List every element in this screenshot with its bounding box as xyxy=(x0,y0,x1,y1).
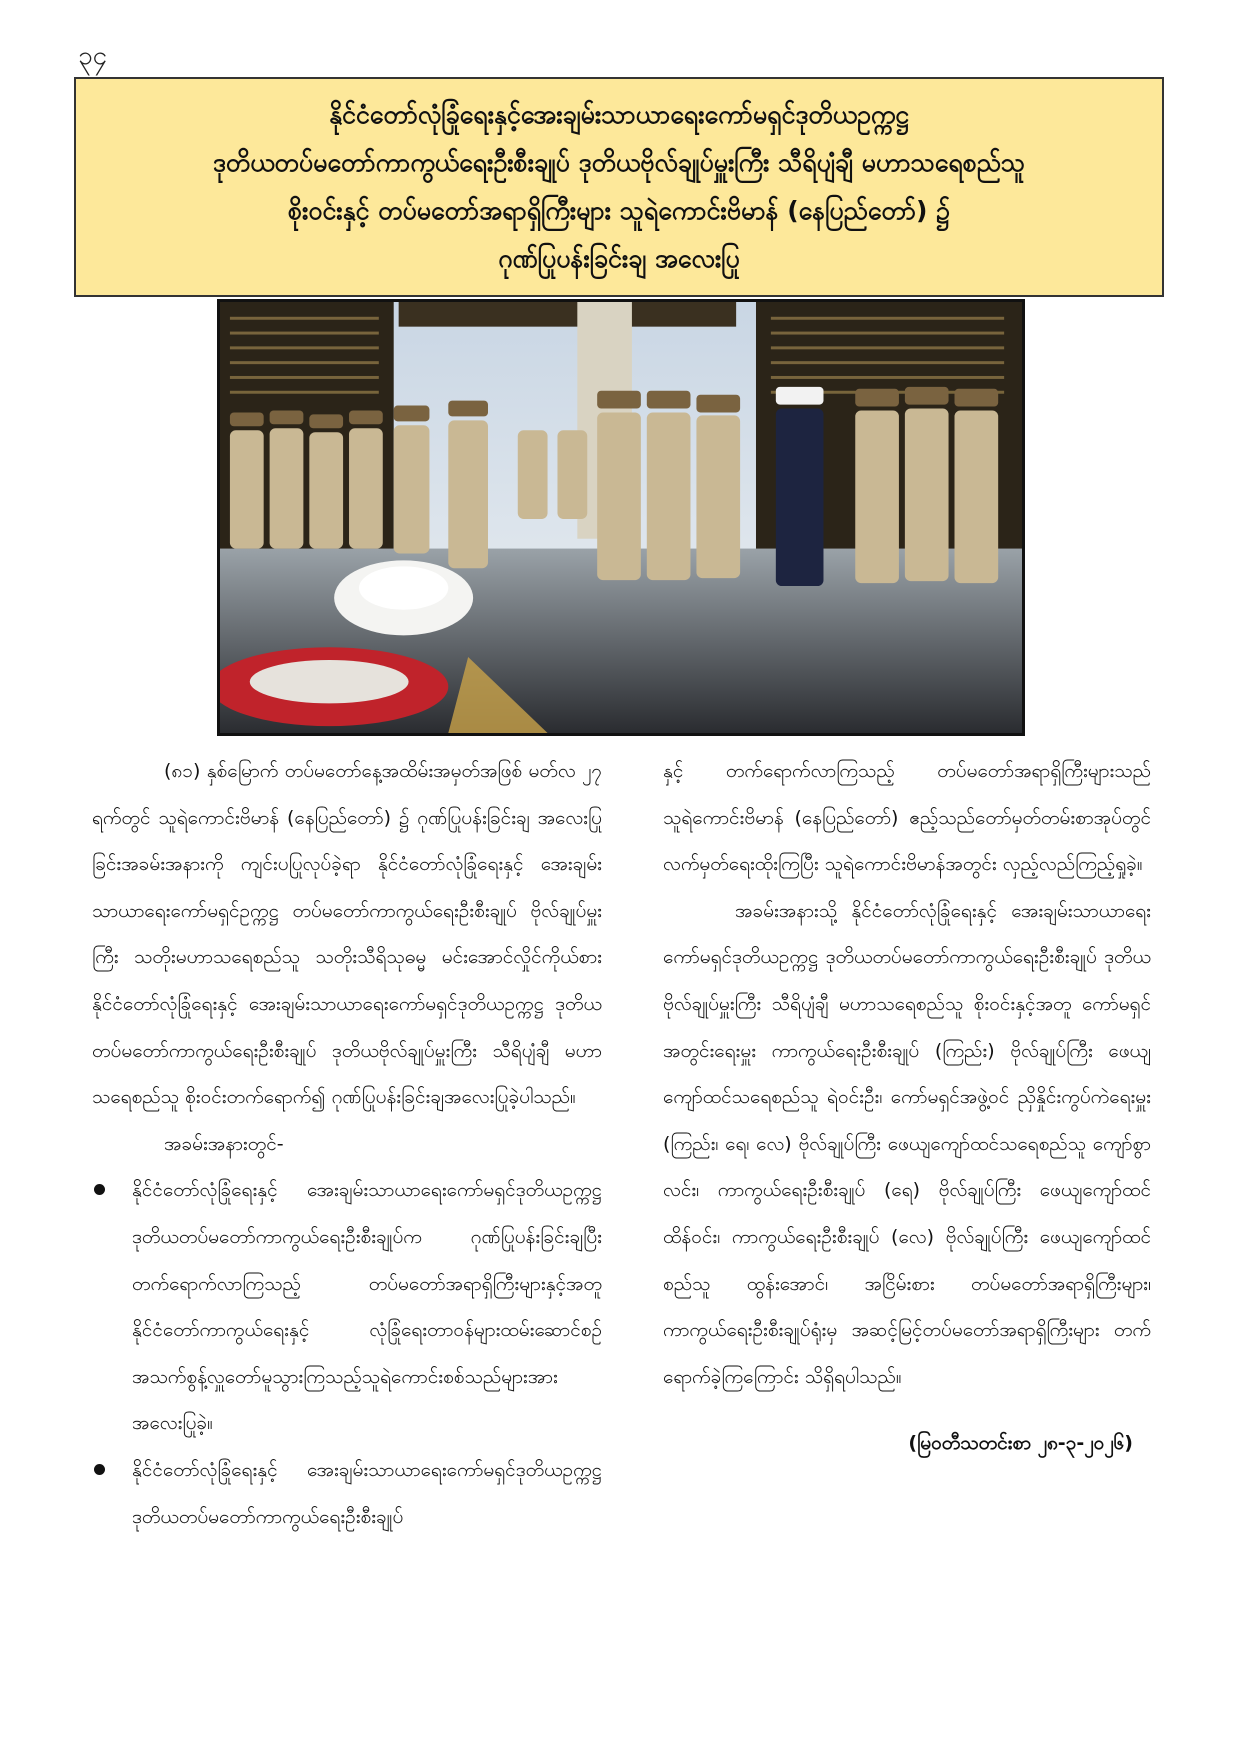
right-paragraph-2: အခမ်းအနားသို့ နိုင်ငံတော်လုံခြုံရေးနှင့် အေးချမ်းသာယာရေးကော်မရှင်ဒုတိယဥက္ကဋ္ဌ ဒုတိယတပ်မတော်ကာကွယ်ရေးဦးစီးချုပ် ဒုတိယဗိုလ်ချုပ်မှူးကြီး သီရိပျံချီ မဟာသရေစည်သူ စိုးဝင်းနှင့်အတူ ကော်မရှင်အတွင်းရေးမှူး ကာကွယ်ရေးဦးစီးချုပ် (ကြည်း) ဗိုလ်ချုပ်ကြီး ဖေယျကျော်ထင်သရေစည်သူ ရဲဝင်းဦး၊ ကော်မရှင်အဖွဲ့ဝင် ညှိနှိုင်းကွပ်ကဲရေးမှူး (ကြည်း၊ ရေ၊ လေ) ဗိုလ်ချုပ်ကြီး ဖေယျကျော်ထင်သရေစည်သူ ကျော်စွာလင်း၊ ကာကွယ်ရေးဦးစီးချုပ် (ရေ) ဗိုလ်ချုပ်ကြီး ဖေယျကျော်ထင် ထိန်ဝင်း၊ ကာကွယ်ရေးဦးစီးချုပ် (လေ) ဗိုလ်ချုပ်ကြီး ဖေယျကျော်ထင်စည်သူ ထွန်းအောင်၊ အငြိမ်းစား တပ်မတော်အရာရှိကြီးများ၊ ကာကွယ်ရေးဦးစီးချုပ်ရုံးမှ အဆင့်မြင့်တပ်မတော်အရာရှိကြီးများ တက်ရောက်ခဲ့ကြကြောင်း သိရှိရပါသည်။ xyxy=(663,899,1151,1388)
bullet-icon xyxy=(94,1464,105,1475)
title-box xyxy=(74,77,1164,297)
bullet-icon xyxy=(94,1184,105,1195)
title-line-3: စိုးဝင်းနှင့် တပ်မတော်အရာရှိကြီးများ သူရဲကောင်းဗိမာန် (နေပြည်တော်) ၌ xyxy=(287,196,951,225)
bullet-item-1 xyxy=(92,1167,602,1447)
left-intro: အခမ်းအနားတွင်- xyxy=(164,1132,284,1155)
ceremony-photo-illustration xyxy=(220,302,1022,733)
ceremony-photo xyxy=(217,299,1025,736)
bullet-text-2: နိုင်ငံတော်လုံခြုံရေးနှင့် အေးချမ်းသာယာရေးကော်မရှင်ဒုတိယဥက္ကဋ္ဌ ဒုတိယတပ်မတော်ကာကွယ်ရေးဦးစီးချုပ် xyxy=(132,1458,602,1528)
bullet-text-1: နိုင်ငံတော်လုံခြုံရေးနှင့် အေးချမ်းသာယာရေးကော်မရှင်ဒုတိယဥက္ကဋ္ဌ ဒုတိယတပ်မတော်ကာကွယ်ရေးဦးစီးချုပ်က ဂုဏ်ပြုပန်းခြင်းချပြီး တက်ရောက်လာကြသည့် တပ်မတော်အရာရှိကြီးများနှင့်အတူ နိုင်ငံတော်ကာကွယ်ရေးနှင့် လုံခြုံရေးတာဝန်များထမ်းဆောင်စဉ် အသက်စွန့်လှူတော်မူသွားကြသည့်သူရဲကောင်းစစ်သည်များအားအလေးပြုခဲ့။ xyxy=(132,1179,602,1435)
bullet-item-2 xyxy=(92,1447,602,1540)
right-column xyxy=(663,748,1151,1467)
title-line-2: ဒုတိယတပ်မတော်ကာကွယ်ရေးဦးစီးချုပ် ဒုတိယဗိုလ်ချုပ်မှူးကြီး သီရိပျံချီ မဟာသရေစည်သူ xyxy=(212,148,1026,177)
page-number: ၃၄ xyxy=(78,41,108,71)
left-column xyxy=(92,748,602,1540)
title-line-1: နိုင်ငံတော်လုံခြုံရေးနှင့်အေးချမ်းသာယာရေးကော်မရှင်ဒုတိယဥက္ကဋ္ဌ xyxy=(329,100,909,129)
left-paragraph-1: (၈၁) နှစ်မြောက် တပ်မတော်နေ့အထိမ်းအမှတ်အဖြစ် မတ်လ ၂၇ ရက်တွင် သူရဲကောင်းဗိမာန် (နေပြည်တော်) ၌ ဂုဏ်ပြုပန်းခြင်းချ အလေးပြုခြင်းအခမ်းအနားကို ကျင်းပပြုလုပ်ခဲ့ရာ နိုင်ငံတော်လုံခြုံရေးနှင့် အေးချမ်းသာယာရေးကော်မရှင်ဥက္ကဋ္ဌ တပ်မတော်ကာကွယ်ရေးဦးစီးချုပ် ဗိုလ်ချုပ်မှူးကြီး သတိုးမဟာသရေစည်သူ သတိုးသီရိသုဓမ္မ မင်းအောင်လှိုင်ကိုယ်စား နိုင်ငံတော်လုံခြုံရေးနှင့် အေးချမ်းသာယာရေးကော်မရှင်ဒုတိယဥက္ကဋ္ဌ ဒုတိယတပ်မတော်ကာကွယ်ရေးဦးစီးချုပ် ဒုတိယဗိုလ်ချုပ်မှူးကြီး သီရိပျံချီ မဟာသရေစည်သူ စိုးဝင်းတက်ရောက်၍ ဂုဏ်ပြုပန်းခြင်းချအလေးပြုခဲ့ပါသည်။ xyxy=(92,760,602,1109)
title-line-4: ဂုဏ်ပြုပန်းခြင်းချ အလေးပြု xyxy=(498,244,740,273)
source-citation: (မြဝတီသတင်းစာ ၂၈-၃-၂၀၂၆) xyxy=(908,1432,1133,1455)
right-paragraph-1: နှင့် တက်ရောက်လာကြသည့် တပ်မတော်အရာရှိကြီးများသည် သူရဲကောင်းဗိမာန် (နေပြည်တော်) ဧည့်သည်တော်မှတ်တမ်းစာအုပ်တွင် လက်မှတ်ရေးထိုးကြပြီး သူရဲကောင်းဗိမာန်အတွင်း လှည့်လည်ကြည့်ရှုခဲ့။ xyxy=(663,760,1151,876)
